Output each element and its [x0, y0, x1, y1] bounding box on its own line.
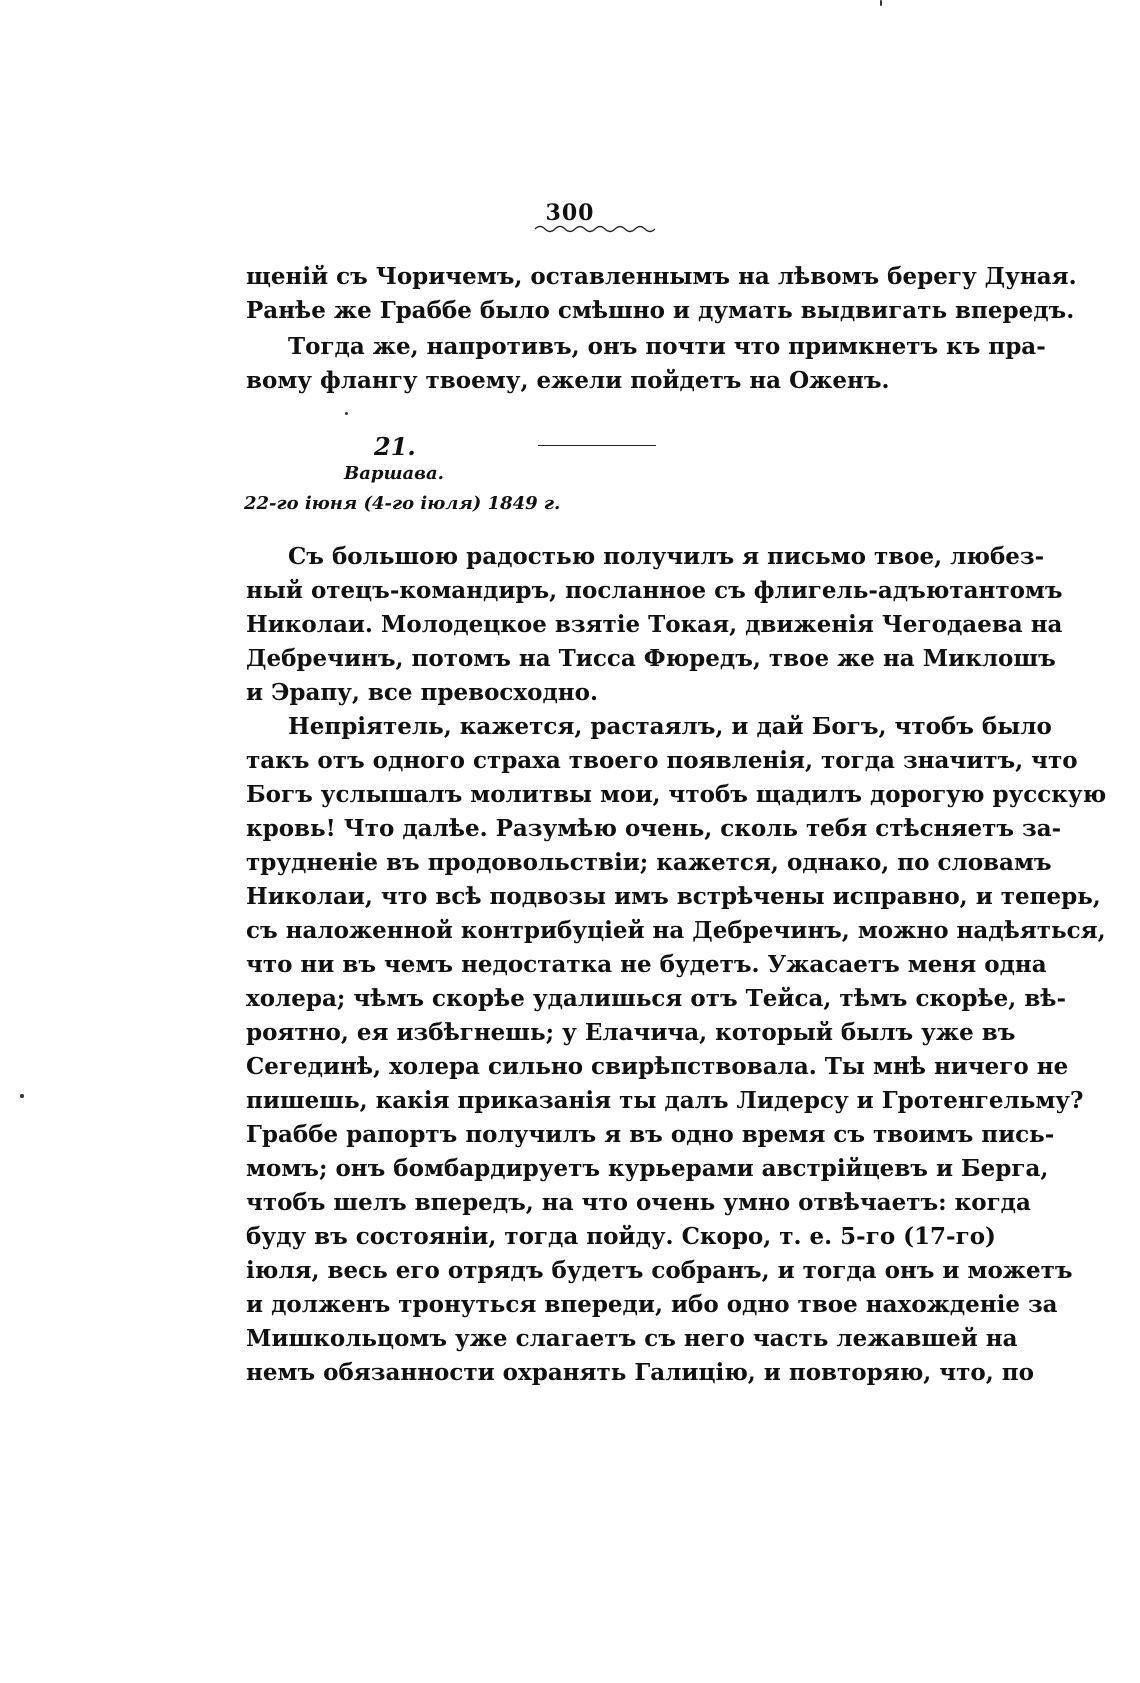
- print-speck: [345, 412, 348, 415]
- body-paragraph-1: [246, 540, 1063, 710]
- text-line: Ранѣе же Граббе было смѣшно и думать выдвигать впередъ.: [246, 297, 1075, 324]
- print-speck: [880, 0, 882, 6]
- text-line: Непріятель, кажется, растаялъ, и дай Богъ, чтобъ было: [288, 713, 1052, 740]
- text-line: кровь! Что далѣе. Разумѣю очень, сколь тебя стѣсняетъ за-: [246, 815, 1062, 842]
- page-number-ornament: [535, 224, 655, 234]
- text-line: Съ большою радостью получилъ я письмо твое, любез-: [288, 543, 1045, 570]
- text-line: Граббе рапортъ получилъ я въ одно время съ твоимъ пись-: [246, 1121, 1055, 1148]
- text-line: ный отецъ-командиръ, посланное съ флигель-адъютантомъ: [246, 577, 1063, 604]
- text-line: щеній съ Чоричемъ, оставленнымъ на лѣвомъ берегу Дуная.: [246, 263, 1077, 290]
- text-line: такъ отъ одного страха твоего появленія, тогда значитъ, что: [246, 747, 1078, 774]
- text-line: роятно, ея избѣгнешь; у Елачича, который былъ уже въ: [246, 1019, 1016, 1046]
- text-line: Дебречинъ, потомъ на Тисса Фюредъ, твое же на Миклошъ: [246, 645, 1056, 672]
- text-line: чтобъ шелъ впередъ, на что очень умно отвѣчаетъ: когда: [246, 1189, 1031, 1216]
- text-line: Богъ услышалъ молитвы мои, чтобъ щадилъ дорогую русскую: [246, 781, 1107, 808]
- letter-number: 21.: [374, 432, 416, 461]
- text-line: Сегединѣ, холера сильно свирѣпствовала. Ты мнѣ ничего не: [246, 1053, 1069, 1080]
- text-line: момъ; онъ бомбардируетъ курьерами австрійцевъ и Берга,: [246, 1155, 1049, 1182]
- text-line: немъ обязанности охранять Галицію, и повторяю, что, по: [246, 1359, 1034, 1386]
- text-line: съ наложенной контрибуціей на Дебречинъ, можно надѣяться,: [246, 917, 1106, 944]
- separator-rule: [538, 445, 656, 446]
- text-line: и долженъ тронуться впереди, ибо одно твое нахожденіе за: [246, 1291, 1058, 1318]
- page-number: 300: [545, 200, 595, 226]
- text-line: что ни въ чемъ недостатка не будетъ. Ужасаетъ меня одна: [246, 951, 1047, 978]
- text-line: трудненіе въ продовольствіи; кажется, однако, по словамъ: [246, 849, 1052, 876]
- top-paragraph: [246, 260, 1077, 328]
- second-paragraph: [246, 330, 1046, 398]
- text-line: іюля, весь его отрядъ будетъ собранъ, и тогда онъ и можетъ: [246, 1257, 1073, 1284]
- text-line: вому флангу твоему, ежели пойдетъ на Оженъ.: [246, 367, 890, 394]
- text-line: пишешь, какія приказанія ты далъ Лидерсу и Гротенгельму?: [246, 1087, 1084, 1114]
- text-line: буду въ состояніи, тогда пойду. Скоро, т. е. 5-го (17-го): [246, 1223, 996, 1250]
- letter-place: Варшава.: [344, 463, 444, 484]
- text-line: Тогда же, напротивъ, онъ почти что примкнетъ къ пра-: [288, 333, 1046, 360]
- text-line: Николаи, что всѣ подвозы имъ встрѣчены исправно, и теперь,: [246, 883, 1101, 910]
- text-line: Николаи. Молодецкое взятіе Токая, движенія Чегодаева на: [246, 611, 1063, 638]
- letter-date: 22-го іюня (4-го іюля) 1849 г.: [244, 493, 561, 514]
- body-paragraph-2: [246, 710, 1107, 1390]
- text-line: и Эрапу, все превосходно.: [246, 679, 598, 706]
- print-speck: [20, 1094, 24, 1098]
- text-line: холера; чѣмъ скорѣе удалишься отъ Тейса, тѣмъ скорѣе, вѣ-: [246, 985, 1067, 1012]
- text-line: Мишкольцомъ уже слагаетъ съ него часть лежавшей на: [246, 1325, 1018, 1352]
